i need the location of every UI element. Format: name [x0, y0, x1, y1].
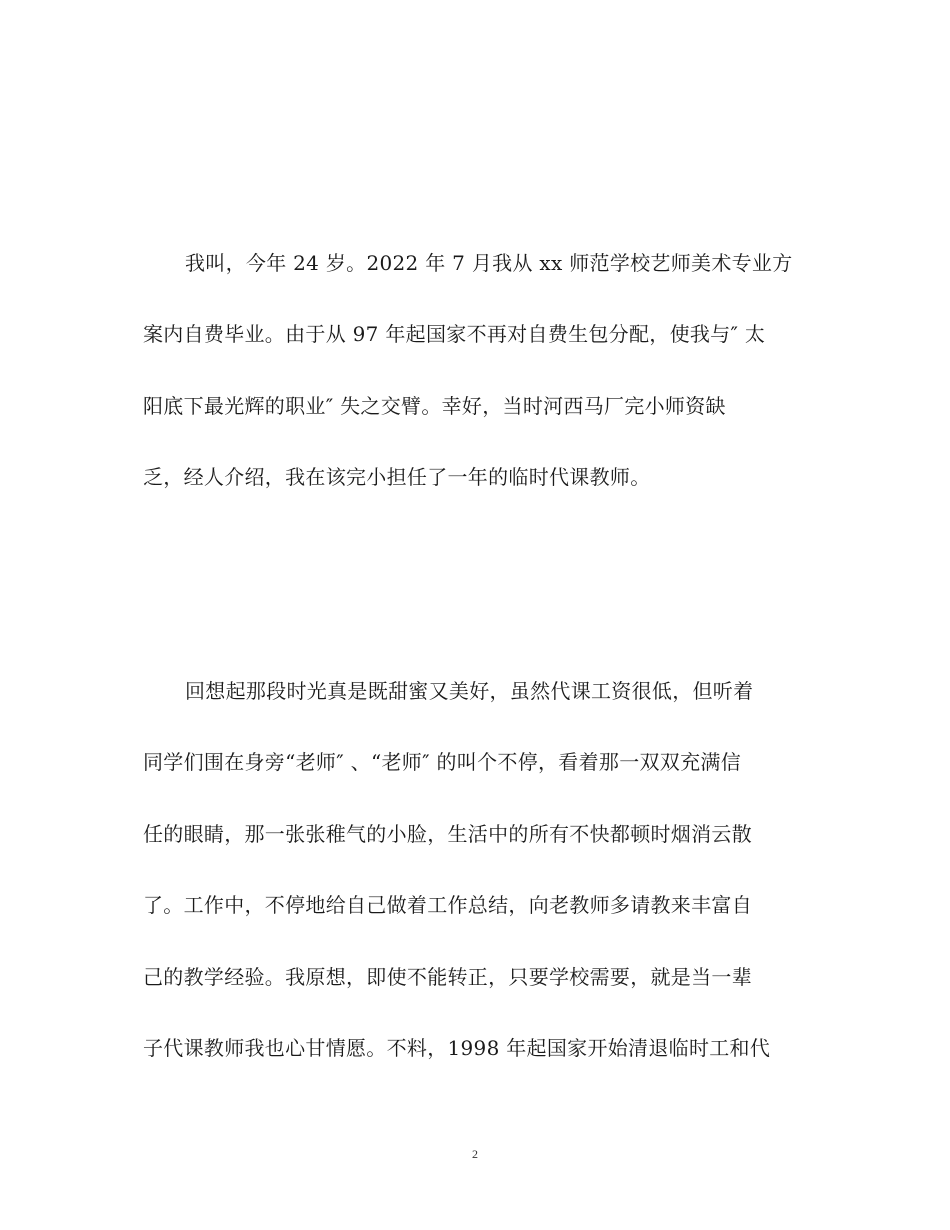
paragraph-2-line-6: 子代课教师我也心甘情愿。不料，1998 年起国家开始清退临时工和代: [143, 1036, 771, 1060]
paragraph-2-line-1: 回想起那段时光真是既甜蜜又美好，虽然代课工资很低，但听着: [185, 679, 754, 703]
paragraph-2-line-2: 同学们围在身旁“老师″ 、“老师″ 的叫个不停，看着那一双双充满信: [143, 750, 742, 774]
paragraph-1-line-3: 阳底下最光辉的职业″ 失之交臂。幸好，当时河西马厂完小师资缺: [143, 394, 726, 418]
page-number: 2: [472, 1147, 478, 1161]
paragraph-1-line-4: 乏，经人介绍，我在该完小担任了一年的临时代课教师。: [143, 465, 651, 489]
paragraph-1-line-1: 我叫，今年 24 岁。2022 年 7 月我从 xx 师范学校艺师美术专业方: [185, 251, 793, 275]
paragraph-1-line-2: 案内自费毕业。由于从 97 年起国家不再对自费生包分配，使我与″ 太: [143, 322, 766, 346]
paragraph-2-line-5: 己的教学经验。我原想，即使不能转正，只要学校需要，就是当一辈: [143, 965, 752, 989]
paragraph-2-line-4: 了。工作中，不停地给自己做着工作总结，向老教师多请教来丰富自: [143, 893, 752, 917]
paragraph-2-line-3: 任的眼睛，那一张张稚气的小脸，生活中的所有不快都顿时烟消云散: [143, 822, 752, 846]
